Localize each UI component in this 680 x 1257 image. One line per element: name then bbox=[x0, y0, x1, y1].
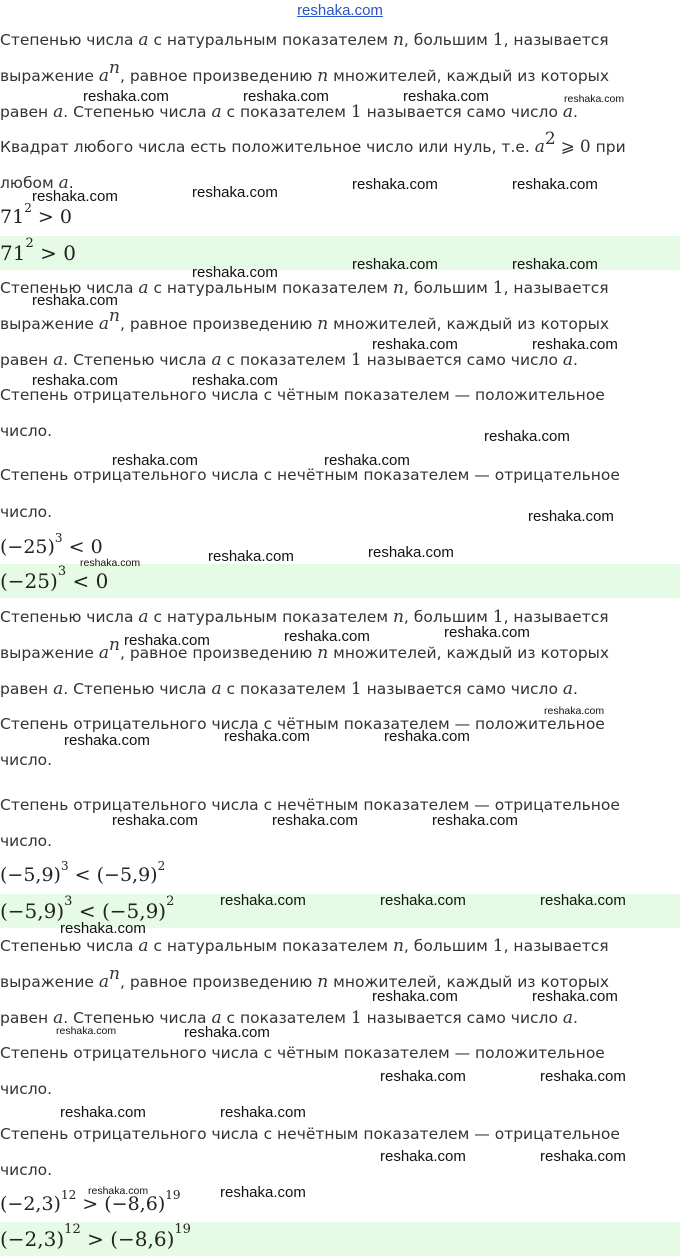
watermark: reshaka.com bbox=[564, 93, 625, 105]
definition-line: Степенью числа a с натуральным показателем n, большим 1, называется bbox=[0, 607, 609, 627]
watermark: reshaka.com bbox=[403, 88, 489, 105]
answer-formula: $71^2 > 0$ bbox=[0, 236, 680, 270]
watermark: reshaka.com bbox=[208, 548, 294, 565]
watermark: reshaka.com bbox=[192, 372, 278, 389]
watermark: reshaka.com bbox=[352, 176, 438, 193]
watermark: reshaka.com bbox=[384, 728, 470, 745]
even-rule-line: Степень отрицательного числа с чётным показателем — положительное bbox=[0, 715, 605, 733]
watermark: reshaka.com bbox=[220, 892, 306, 909]
definition-line: выражение $a^n$, равное произведению n множителей, каждый из которых bbox=[0, 306, 610, 334]
watermark: reshaka.com bbox=[32, 292, 118, 309]
watermark: reshaka.com bbox=[540, 892, 626, 909]
watermark: reshaka.com bbox=[532, 336, 618, 353]
watermark: reshaka.com bbox=[64, 732, 150, 749]
watermark: reshaka.com bbox=[512, 256, 598, 273]
watermark: reshaka.com bbox=[540, 1068, 626, 1085]
watermark: reshaka.com bbox=[88, 1185, 149, 1197]
definition-line: равен a. Степенью числа a с показателем 1 называется само число a. bbox=[0, 679, 578, 699]
watermark: reshaka.com bbox=[372, 988, 458, 1005]
watermark: reshaka.com bbox=[324, 452, 410, 469]
formula: $(-25)^3 < 0$ bbox=[0, 530, 103, 558]
watermark: reshaka.com bbox=[540, 1148, 626, 1165]
watermark: reshaka.com bbox=[544, 705, 605, 717]
watermark: reshaka.com bbox=[352, 256, 438, 273]
formula: $(-5,9)^3 < (-5,9)^2$ bbox=[0, 858, 166, 886]
definition-line: выражение $a^n$, равное произведению n множителей, каждый из которых bbox=[0, 964, 610, 992]
watermark: reshaka.com bbox=[192, 184, 278, 201]
square-rule-line: любом a. bbox=[0, 173, 74, 193]
definition-line: Степенью числа a с натуральным показателем n, большим 1, называется bbox=[0, 278, 609, 298]
definition-line: равен a. Степенью числа a с показателем 1 называется само число a. bbox=[0, 350, 578, 370]
watermark: reshaka.com bbox=[83, 88, 169, 105]
watermark: reshaka.com bbox=[432, 812, 518, 829]
even-rule-line: число. bbox=[0, 751, 53, 769]
odd-rule-line: число. bbox=[0, 832, 53, 850]
definition-line: выражение $a^n$, равное произведению n множителей, каждый из которых bbox=[0, 635, 610, 663]
site-link[interactable]: reshaka.com bbox=[297, 2, 383, 19]
watermark: reshaka.com bbox=[272, 812, 358, 829]
watermark: reshaka.com bbox=[32, 372, 118, 389]
watermark: reshaka.com bbox=[112, 452, 198, 469]
square-rule-line: Квадрат любого числа есть положительное число или нуль, т.е. $a^2$ ⩾ 0 при bbox=[0, 129, 626, 157]
definition-line: равен a. Степенью числа a с показателем 1 называется само число a. bbox=[0, 102, 578, 122]
watermark: reshaka.com bbox=[112, 812, 198, 829]
definition-line: Степенью числа a с натуральным показателем n, большим 1, называется bbox=[0, 30, 609, 50]
watermark: reshaka.com bbox=[528, 508, 614, 525]
watermark: reshaka.com bbox=[380, 1148, 466, 1165]
odd-rule-line: Степень отрицательного числа с нечётным показателем — отрицательное bbox=[0, 466, 620, 484]
odd-rule-line: число. bbox=[0, 503, 53, 521]
watermark: reshaka.com bbox=[380, 892, 466, 909]
formula: $71^2 > 0$ bbox=[0, 200, 72, 228]
watermark: reshaka.com bbox=[484, 428, 570, 445]
watermark: reshaka.com bbox=[220, 1184, 306, 1201]
watermark: reshaka.com bbox=[80, 557, 141, 569]
watermark: reshaka.com bbox=[220, 1104, 306, 1121]
even-rule-line: Степень отрицательного числа с чётным показателем — положительное bbox=[0, 386, 605, 404]
watermark: reshaka.com bbox=[512, 176, 598, 193]
watermark: reshaka.com bbox=[372, 336, 458, 353]
answer-formula: $(-25)^3 < 0$ bbox=[0, 564, 680, 598]
watermark: reshaka.com bbox=[284, 628, 370, 645]
watermark: reshaka.com bbox=[532, 988, 618, 1005]
odd-rule-line: Степень отрицательного числа с нечётным показателем — отрицательное bbox=[0, 796, 620, 814]
watermark: reshaka.com bbox=[32, 188, 118, 205]
watermark: reshaka.com bbox=[380, 1068, 466, 1085]
even-rule-line: Степень отрицательного числа с чётным показателем — положительное bbox=[0, 1044, 605, 1062]
definition-line: выражение $a^n$, равное произведению n множителей, каждый из которых bbox=[0, 58, 610, 86]
watermark: reshaka.com bbox=[192, 264, 278, 281]
watermark: reshaka.com bbox=[368, 544, 454, 561]
watermark: reshaka.com bbox=[56, 1025, 117, 1037]
odd-rule-line: число. bbox=[0, 1161, 53, 1179]
definition-line: Степенью числа a с натуральным показателем n, большим 1, называется bbox=[0, 936, 609, 956]
odd-rule-line: Степень отрицательного числа с нечётным показателем — отрицательное bbox=[0, 1125, 620, 1143]
watermark: reshaka.com bbox=[184, 1024, 270, 1041]
watermark: reshaka.com bbox=[60, 920, 146, 937]
watermark: reshaka.com bbox=[224, 728, 310, 745]
watermark: reshaka.com bbox=[60, 1104, 146, 1121]
watermark: reshaka.com bbox=[243, 88, 329, 105]
even-rule-line: число. bbox=[0, 422, 53, 440]
even-rule-line: число. bbox=[0, 1080, 53, 1098]
watermark: reshaka.com bbox=[124, 632, 210, 649]
answer-formula: $(-5,9)^3 < (-5,9)^2$ bbox=[0, 894, 680, 928]
watermark: reshaka.com bbox=[444, 624, 530, 641]
definition-line: равен a. Степенью числа a с показателем 1 называется само число a. bbox=[0, 1008, 578, 1028]
formula: $(-2,3)^{12} > (-8,6)^{19}$ bbox=[0, 1187, 181, 1215]
answer-formula: $(-2,3)^{12} > (-8,6)^{19}$ bbox=[0, 1222, 680, 1256]
